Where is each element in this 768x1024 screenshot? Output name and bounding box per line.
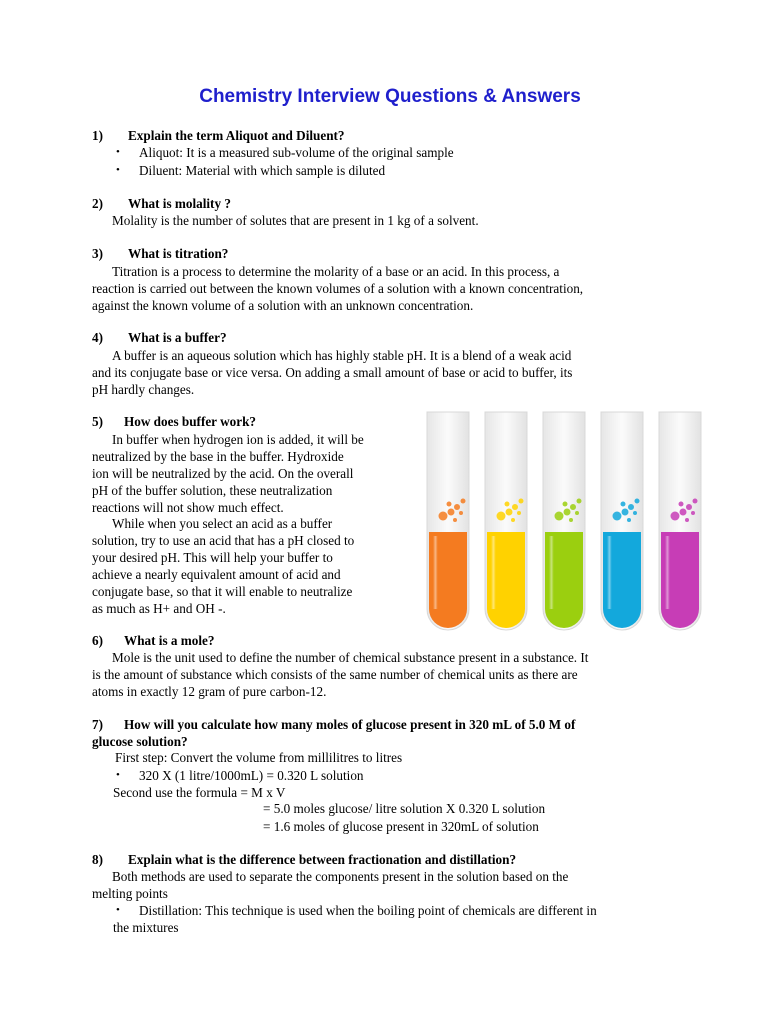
bubble [613, 512, 622, 521]
q8-number: 8) [92, 852, 103, 867]
q5-answer-line: In buffer when hydrogen ion is added, it will be [112, 432, 364, 447]
bubble [563, 502, 568, 507]
q6-answer-line: atoms in exactly 12 gram of pure carbon-12. [92, 684, 327, 699]
q8-bullet-line1: Distillation: This technique is used when the boiling point of chemicals are different in [139, 903, 597, 918]
bubble [628, 504, 634, 510]
q7-question-line1: How will you calculate how many moles of glucose present in 320 mL of 5.0 M of [124, 717, 576, 732]
q7-equation-1: = 5.0 moles glucose/ litre solution X 0.320 L solution [263, 801, 546, 816]
q4-answer-line: and its conjugate base or vice versa. On adding a small amount of base or acid to buffer, its [92, 365, 573, 380]
bubble [564, 509, 571, 516]
bubble [439, 512, 448, 521]
q3-answer-line: reaction is carried out between the known volumes of a solution with a known concentration, [92, 281, 584, 296]
q7-equation-2: = 1.6 moles of glucose present in 320mL of solution [263, 819, 539, 834]
q8-bullet-line2: the mixtures [113, 920, 179, 935]
q6-answer-line: Mole is the unit used to define the number of chemical substance present in a substance. It [112, 650, 589, 665]
bubble [511, 518, 515, 522]
q8-answer-line: Both methods are used to separate the components present in the solution based on the [112, 869, 569, 884]
bubble [519, 499, 524, 504]
bullet-icon: • [116, 769, 120, 781]
bubble [627, 518, 631, 522]
bubble [506, 509, 513, 516]
q8-question: Explain what is the difference between fractionation and distillation? [128, 852, 517, 867]
bubble [497, 512, 506, 521]
q8-answer-line: melting points [92, 886, 168, 901]
q1-question: Explain the term Aliquot and Diluent? [128, 128, 345, 143]
q5-answer-line: solution, try to use an acid that has a pH closed to [92, 533, 355, 548]
q5-answer-line: ion will be neutralized by the acid. On the overall [92, 466, 354, 481]
bubble [621, 502, 626, 507]
bubble [691, 511, 695, 515]
q5-answer-line: achieve a nearly equivalent amount of acid and [92, 567, 341, 582]
q2-question: What is molality ? [128, 196, 231, 211]
bubble [505, 502, 510, 507]
bubble [575, 511, 579, 515]
test-tube [427, 412, 469, 630]
q5-answer-line: as much as H+ and OH -. [92, 601, 226, 616]
test-tube [601, 412, 643, 630]
bubble [447, 502, 452, 507]
bubble [679, 502, 684, 507]
q3-number: 3) [92, 246, 103, 261]
bullet-icon: • [116, 904, 120, 916]
test-tube [485, 412, 527, 630]
q1-bullet-2: Diluent: Material with which sample is diluted [139, 163, 386, 178]
q6-number: 6) [92, 633, 103, 648]
q4-number: 4) [92, 330, 103, 345]
q3-question: What is titration? [128, 246, 229, 261]
q5-number: 5) [92, 414, 103, 429]
q7-step2: Second use the formula = M x V [113, 785, 286, 800]
bubble [680, 509, 687, 516]
q5-answer-line: conjugate base, so that it will enable to neutralize [92, 584, 353, 599]
test-tube [543, 412, 585, 630]
bubble [635, 499, 640, 504]
bullet-icon: • [116, 164, 120, 176]
bubble [633, 511, 637, 515]
bubble [459, 511, 463, 515]
bubble [685, 518, 689, 522]
bubble [577, 499, 582, 504]
q2-number: 2) [92, 196, 103, 211]
q7-bullet: 320 X (1 litre/1000mL) = 0.320 L solution [139, 768, 364, 783]
q3-answer-line: against the known volume of a solution with an unknown concentration. [92, 298, 474, 313]
bubble [517, 511, 521, 515]
bubble [555, 512, 564, 521]
q5-answer-line: pH of the buffer solution, these neutralization [92, 483, 333, 498]
q5-answer-line: your desired pH. This will help your buffer to [92, 550, 333, 565]
q7-question-line2: glucose solution? [92, 734, 188, 749]
bubble [453, 518, 457, 522]
q6-question: What is a mole? [124, 633, 215, 648]
bubble [693, 499, 698, 504]
q5-answer-line: While when you select an acid as a buffer [112, 516, 333, 531]
q5-question: How does buffer work? [124, 414, 256, 429]
bubble [454, 504, 460, 510]
q4-question: What is a buffer? [128, 330, 227, 345]
test-tubes-illustration [420, 408, 710, 638]
q6-answer-line: is the amount of substance which consists of the same number of chemical units as there are [92, 667, 578, 682]
bubble [622, 509, 629, 516]
q5-answer-line: reactions will not show much effect. [92, 500, 284, 515]
bubble [570, 504, 576, 510]
q1-bullet-1: Aliquot: It is a measured sub-volume of the original sample [139, 145, 454, 160]
q7-number: 7) [92, 717, 103, 732]
q7-step1: First step: Convert the volume from millilitres to litres [115, 750, 403, 765]
bubble [461, 499, 466, 504]
bubble [448, 509, 455, 516]
page-title: Chemistry Interview Questions & Answers [199, 86, 581, 107]
bullet-icon: • [116, 146, 120, 158]
bubble [686, 504, 692, 510]
bubble [512, 504, 518, 510]
q2-answer-line: Molality is the number of solutes that are present in 1 kg of a solvent. [112, 213, 479, 228]
test-tube [659, 412, 701, 630]
q1-number: 1) [92, 128, 103, 143]
q4-answer-line: pH hardly changes. [92, 382, 195, 397]
q4-answer-line: A buffer is an aqueous solution which has highly stable pH. It is a blend of a weak acid [112, 348, 572, 363]
q5-answer-line: neutralized by the base in the buffer. Hydroxide [92, 449, 344, 464]
bubble [671, 512, 680, 521]
bubble [569, 518, 573, 522]
q3-answer-line: Titration is a process to determine the molarity of a base or an acid. In this process, a [112, 264, 560, 279]
